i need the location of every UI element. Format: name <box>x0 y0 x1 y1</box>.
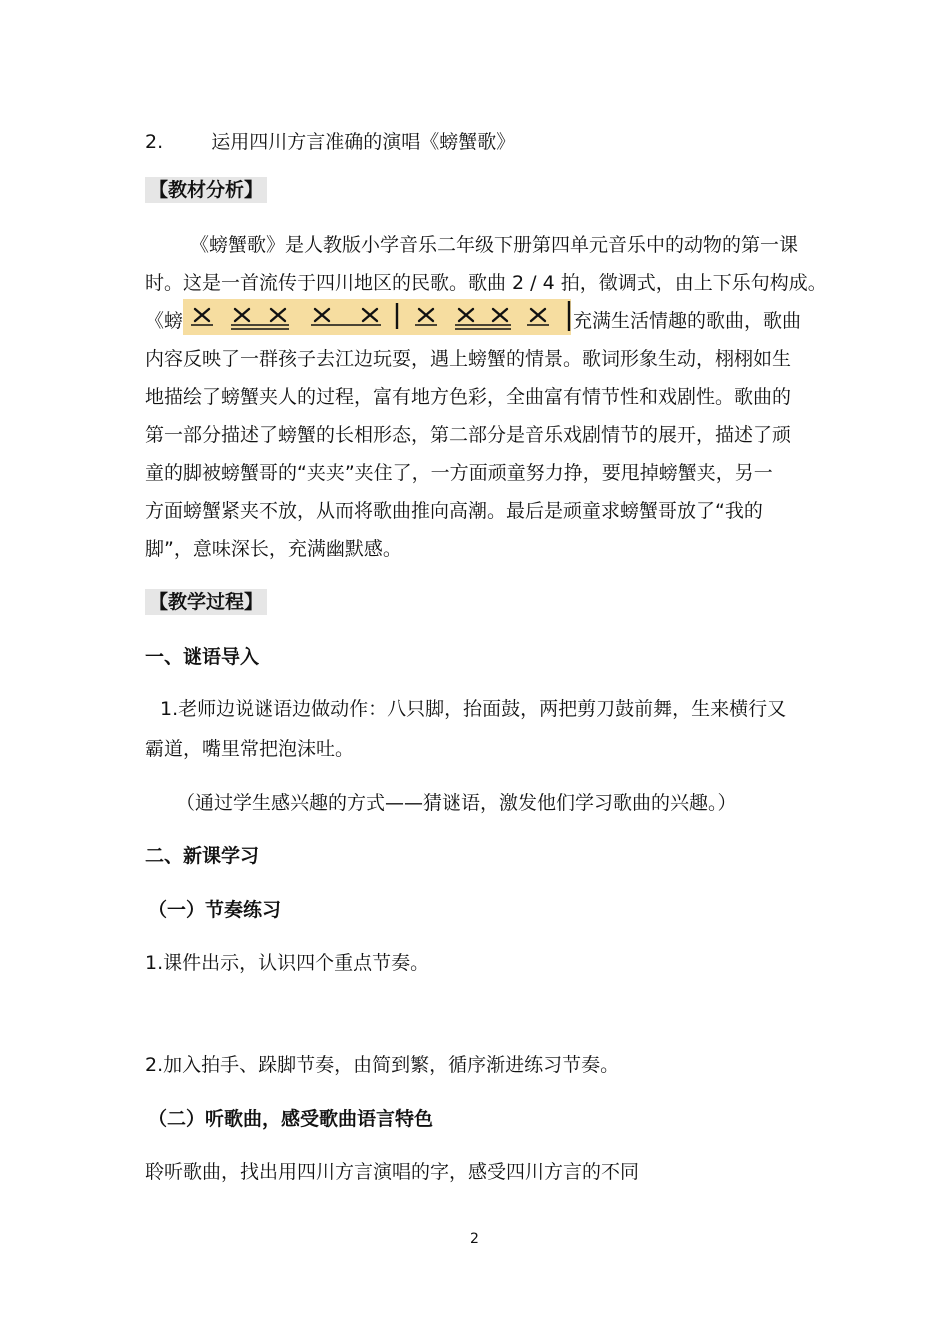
material-line-2: 时。这是一首流传于四川地区的民歌。歌曲 2 / 4 拍，徵调式，由上下乐句构成。 <box>145 272 827 294</box>
page-number: 2 <box>470 1231 479 1247</box>
note-x-icon <box>195 309 209 321</box>
process-heading <box>145 587 267 614</box>
material-line-8: 方面螃蟹紧夹不放，从而将歌曲推向高潮。最后是顽童求螃蟹哥放了“我的 <box>145 500 763 522</box>
material-heading-label: 【教材分析】 <box>145 177 267 203</box>
note-x-icon <box>235 309 249 321</box>
material-line-1: 《螃蟹歌》是人教版小学音乐二年级下册第四单元音乐中的动物的第一课 <box>190 234 799 256</box>
objective-item-number: 2. <box>145 131 164 153</box>
material-line-3-start: 《螃 <box>145 310 184 332</box>
material-line-5: 地描绘了螃蟹夹人的过程，富有地方色彩，全曲富有情节性和戏剧性。歌曲的 <box>145 386 792 408</box>
section-1-title: 一、谜语导入 <box>145 646 260 668</box>
rhythm-notation <box>183 299 571 335</box>
subsection-2-title: （二）听歌曲，感受歌曲语言特色 <box>148 1108 434 1130</box>
subsection-1-item-2: 2.加入拍手、跺脚节奏，由简到繁，循序渐进练习节奏。 <box>145 1054 620 1076</box>
note-x-icon <box>315 309 329 321</box>
riddle-line-2: 霸道，嘴里常把泡沫吐。 <box>145 738 355 760</box>
section-2-title: 二、新课学习 <box>145 845 260 867</box>
subsection-1-item-1: 1.课件出示，认识四个重点节奏。 <box>145 952 430 974</box>
note-x-icon <box>493 309 507 321</box>
objective-item-text: 运用四川方言准确的演唱《螃蟹歌》 <box>211 131 516 153</box>
note-x-icon <box>271 309 285 321</box>
subsection-1-title: （一）节奏练习 <box>148 899 282 921</box>
riddle-note: （通过学生感兴趣的方式——猜谜语，激发他们学习歌曲的兴趣。） <box>176 792 737 814</box>
note-x-icon <box>363 309 377 321</box>
material-line-9: 脚”，意味深长，充满幽默感。 <box>145 538 402 560</box>
note-x-icon <box>531 309 545 321</box>
material-line-6: 第一部分描述了螃蟹的长相形态，第二部分是音乐戏剧情节的展开，描述了顽 <box>145 424 792 446</box>
material-line-7: 童的脚被螃蟹哥的“夹夹”夹住了，一方面顽童努力挣，要甩掉螃蟹夹，另一 <box>145 462 773 484</box>
note-x-icon <box>419 309 433 321</box>
process-heading-label: 【教学过程】 <box>145 589 267 615</box>
rhythm-notation-graphic <box>183 299 571 335</box>
material-line-3-end: 充满生活情趣的歌曲，歌曲 <box>573 310 802 332</box>
riddle-line-1: 1.老师边说谜语边做动作：八只脚，抬面鼓，两把剪刀鼓前舞，生来横行又 <box>160 698 787 720</box>
material-line-4: 内容反映了一群孩子去江边玩耍，遇上螃蟹的情景。歌词形象生动，栩栩如生 <box>145 348 792 370</box>
material-heading <box>145 175 267 202</box>
note-x-icon <box>459 309 473 321</box>
subsection-2-text: 聆听歌曲，找出用四川方言演唱的字，感受四川方言的不同 <box>145 1161 640 1183</box>
objective-item-2 <box>145 127 515 154</box>
